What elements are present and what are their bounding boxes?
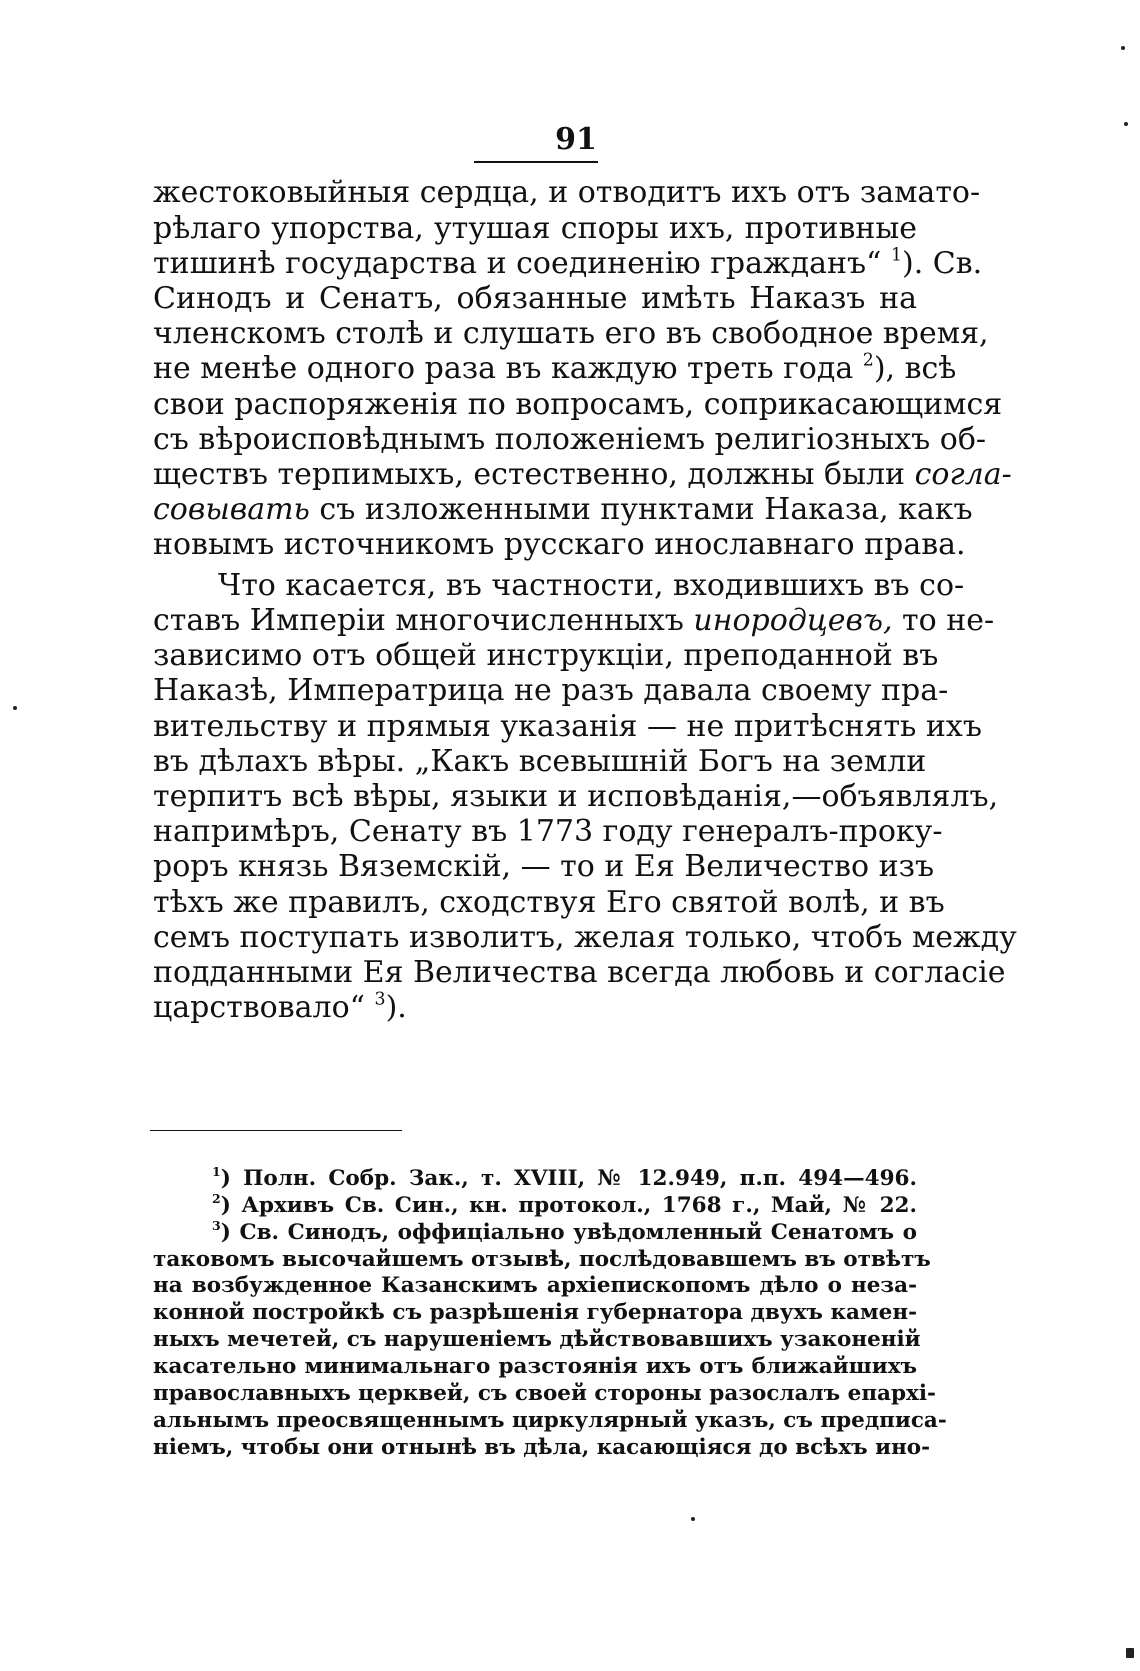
scan-speck xyxy=(1126,1648,1134,1658)
body-line: въ дѣлахъ вѣры. „Какъ всевышній Богъ на земли xyxy=(153,744,927,779)
body-line: роръ князь Вяземскій, — то и Ея Величество изъ xyxy=(153,849,935,884)
body-line: Наказѣ, Императрица не разъ давала своему пра- xyxy=(153,673,949,708)
body-line: свои распоряженія по вопросамъ, соприкасающимся xyxy=(153,387,1003,422)
italic-text: инородцевъ, xyxy=(693,603,893,638)
italic-text: совывать xyxy=(153,492,310,527)
footnote-marker: 2 xyxy=(212,1191,221,1207)
footnote-line: альнымъ преосвященнымъ циркулярный указъ, съ предписа- xyxy=(153,1408,947,1433)
footnote-line: ныхъ мечетей, съ нарушеніемъ дѣйствовавшихъ узаконеній xyxy=(153,1327,921,1352)
body-line: новымъ источникомъ русскаго инославнаго права. xyxy=(153,527,966,562)
italic-text: согла- xyxy=(914,457,1012,492)
footnote-line: ніемъ, чтобы они отнынѣ въ дѣла, касающіяся до всѣхъ ино- xyxy=(153,1435,931,1460)
footnote-marker: 3 xyxy=(374,989,386,1010)
header-rule xyxy=(474,161,598,163)
footnote-line: $^2$) Архивъ Св. Син., кн. протокол., 1768 г., Май, № 22. xyxy=(212,1191,917,1218)
body-line: не менѣе одного раза въ каждую треть года $^2$), всѣ xyxy=(153,350,957,386)
footnote-marker: 2 xyxy=(862,350,874,371)
body-line: семъ поступать изволитъ, желая только, чтобъ между xyxy=(153,920,1017,955)
body-line: терпитъ всѣ вѣры, языки и исповѣданія,—объявлялъ, xyxy=(153,779,999,814)
body-line: жестоковыйныя сердца, и отводитъ ихъ отъ замато- xyxy=(153,175,981,210)
body-line: совывать съ изложенными пунктами Наказа, какъ xyxy=(153,492,973,527)
footnote-marker: 1 xyxy=(890,245,903,266)
body-line: напримѣръ, Сенату въ 1773 году генералъ-проку- xyxy=(153,814,943,849)
footnote-line: касательно минимальнаго разстоянія ихъ отъ ближайшихъ xyxy=(153,1354,917,1379)
body-line: съ вѣроисповѣднымъ положеніемъ религіозныхъ об- xyxy=(153,422,987,457)
body-line: членскомъ столѣ и слушать его въ свободное время, xyxy=(153,316,989,351)
scan-speck xyxy=(13,706,17,710)
footnote-marker: 3 xyxy=(212,1218,221,1234)
footnote-line: конной постройкѣ съ разрѣшенія губернатора двухъ камен- xyxy=(153,1300,917,1325)
body-line: Синодъ и Сенатъ, обязанные имѣть Наказъ на xyxy=(153,281,917,316)
scan-speck xyxy=(1124,122,1128,126)
footnote-line: таковомъ высочайшемъ отзывѣ, послѣдовавшемъ въ отвѣтъ xyxy=(153,1247,931,1272)
body-line: вительству и прямыя указанія — не притѣснять ихъ xyxy=(153,709,982,744)
body-line: ществъ терпимыхъ, естественно, должны были согла- xyxy=(153,457,1012,492)
body-line: тишинѣ государства и соединенію гражданъ“ $^1$). Св. xyxy=(153,245,983,281)
footnote-line: $^3$) Св. Синодъ, оффиціально увѣдомленный Сенатомъ о xyxy=(212,1218,917,1245)
scan-speck xyxy=(691,1517,695,1521)
page-number: 91 xyxy=(555,122,597,157)
footnote-line: православныхъ церквей, съ своей стороны разослалъ епархі- xyxy=(153,1381,936,1406)
body-line: ставъ Имперіи многочисленныхъ инородцевъ, то не- xyxy=(153,603,995,638)
footnote-separator xyxy=(150,1130,402,1131)
body-line: Что касается, въ частности, входившихъ въ со- xyxy=(218,568,965,603)
body-line: тѣхъ же правилъ, сходствуя Его святой волѣ, и въ xyxy=(153,885,945,920)
body-line: подданными Ея Величества всегда любовь и согласіе xyxy=(153,955,1006,990)
body-line: зависимо отъ общей инструкціи, преподанной въ xyxy=(153,638,939,673)
body-line: рѣлаго упорства, утушая споры ихъ, противные xyxy=(153,211,917,246)
footnote-line: на возбужденное Казанскимъ архіепископомъ дѣло о неза- xyxy=(153,1273,917,1298)
footnote-line: $^1$) Полн. Собр. Зак., т. XVIII, № 12.949, п.п. 494—496. xyxy=(212,1164,917,1191)
scan-speck xyxy=(1121,46,1125,50)
body-line: царствовало“ $^3$). xyxy=(153,989,407,1025)
footnote-marker: 1 xyxy=(212,1164,221,1180)
